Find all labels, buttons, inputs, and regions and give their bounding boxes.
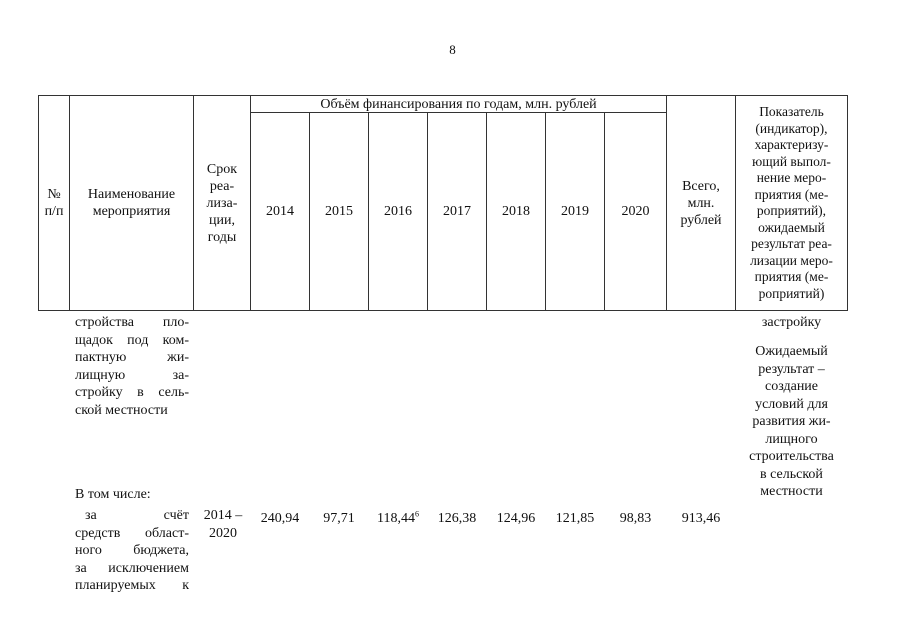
value-2020: 98,83 bbox=[619, 511, 652, 526]
text-line: средств област- bbox=[75, 525, 189, 541]
footnote-mark: 6 bbox=[414, 509, 419, 519]
text-line: создание bbox=[764, 379, 819, 394]
text-line: стройства пло- bbox=[75, 315, 189, 330]
value-2014: 240,94 bbox=[260, 511, 300, 526]
header-year-2014: 2014 bbox=[266, 204, 294, 219]
indicator-continuation: застройку bbox=[761, 315, 822, 330]
text-line: ской местности bbox=[75, 402, 168, 418]
header-year-2020: 2020 bbox=[621, 204, 650, 219]
activity-name-continuation bbox=[75, 314, 189, 419]
term-value bbox=[194, 507, 252, 542]
text-line: результат – bbox=[758, 361, 825, 377]
header-year-2018: 2018 bbox=[502, 204, 530, 219]
header-name: Наименование мероприятия bbox=[87, 187, 176, 219]
text-line: планируемых к bbox=[75, 578, 189, 593]
header-year-2016: 2016 bbox=[384, 204, 412, 219]
value-2016 bbox=[369, 511, 427, 527]
text-line: за счёт bbox=[85, 508, 189, 523]
value-2016-number: 118,44 bbox=[377, 511, 415, 526]
header-year-2015: 2015 bbox=[325, 204, 353, 219]
value-2018: 124,96 bbox=[496, 511, 536, 526]
text-line: местности bbox=[760, 484, 823, 499]
header-term: Срок реа- лиза- ции, годы bbox=[206, 161, 238, 245]
header-indicator: Показатель (индикатор), характеризу- ющий выпол- нение меро- приятия (ме- роприятий), ожидаемый результат реа- лизации меро- приятия (ме- роприятий) bbox=[750, 104, 833, 301]
including-label: В том числе: bbox=[75, 487, 151, 502]
expected-result bbox=[736, 343, 847, 501]
header-funding-group: Объём финансирования по годам, млн. рублей bbox=[320, 96, 597, 112]
text-line: лищного bbox=[765, 431, 818, 447]
text-line: условий для bbox=[755, 396, 828, 412]
page-number: 8 bbox=[449, 42, 456, 57]
header-no: № п/п bbox=[44, 187, 64, 219]
text-line: Ожидаемый bbox=[755, 344, 828, 359]
text-line: пактную жи- bbox=[75, 350, 189, 365]
header-bottom-border bbox=[38, 310, 848, 311]
value-2019: 121,85 bbox=[555, 511, 595, 526]
value-2017: 126,38 bbox=[437, 511, 477, 526]
header-total: Всего, млн. рублей bbox=[680, 178, 722, 228]
text-line: 2014 – bbox=[203, 508, 243, 523]
header-right-border bbox=[847, 95, 848, 311]
text-line: развития жи- bbox=[752, 414, 831, 429]
text-line: за исключением bbox=[75, 560, 189, 576]
text-line: ного бюджета, bbox=[75, 543, 189, 558]
text-line: в сельской bbox=[760, 466, 823, 482]
header-year-2019: 2019 bbox=[561, 204, 589, 219]
funding-source-name bbox=[75, 507, 189, 595]
header-year-2017: 2017 bbox=[443, 204, 471, 219]
value-total: 913,46 bbox=[681, 511, 721, 526]
text-line: лищную за- bbox=[75, 367, 189, 383]
text-line: щадок под ком- bbox=[75, 332, 189, 348]
text-line: строительства bbox=[749, 449, 834, 464]
text-line: 2020 bbox=[209, 525, 237, 541]
text-line: стройку в сель- bbox=[75, 385, 189, 400]
value-2015: 97,71 bbox=[323, 511, 355, 526]
table-header bbox=[38, 95, 848, 311]
